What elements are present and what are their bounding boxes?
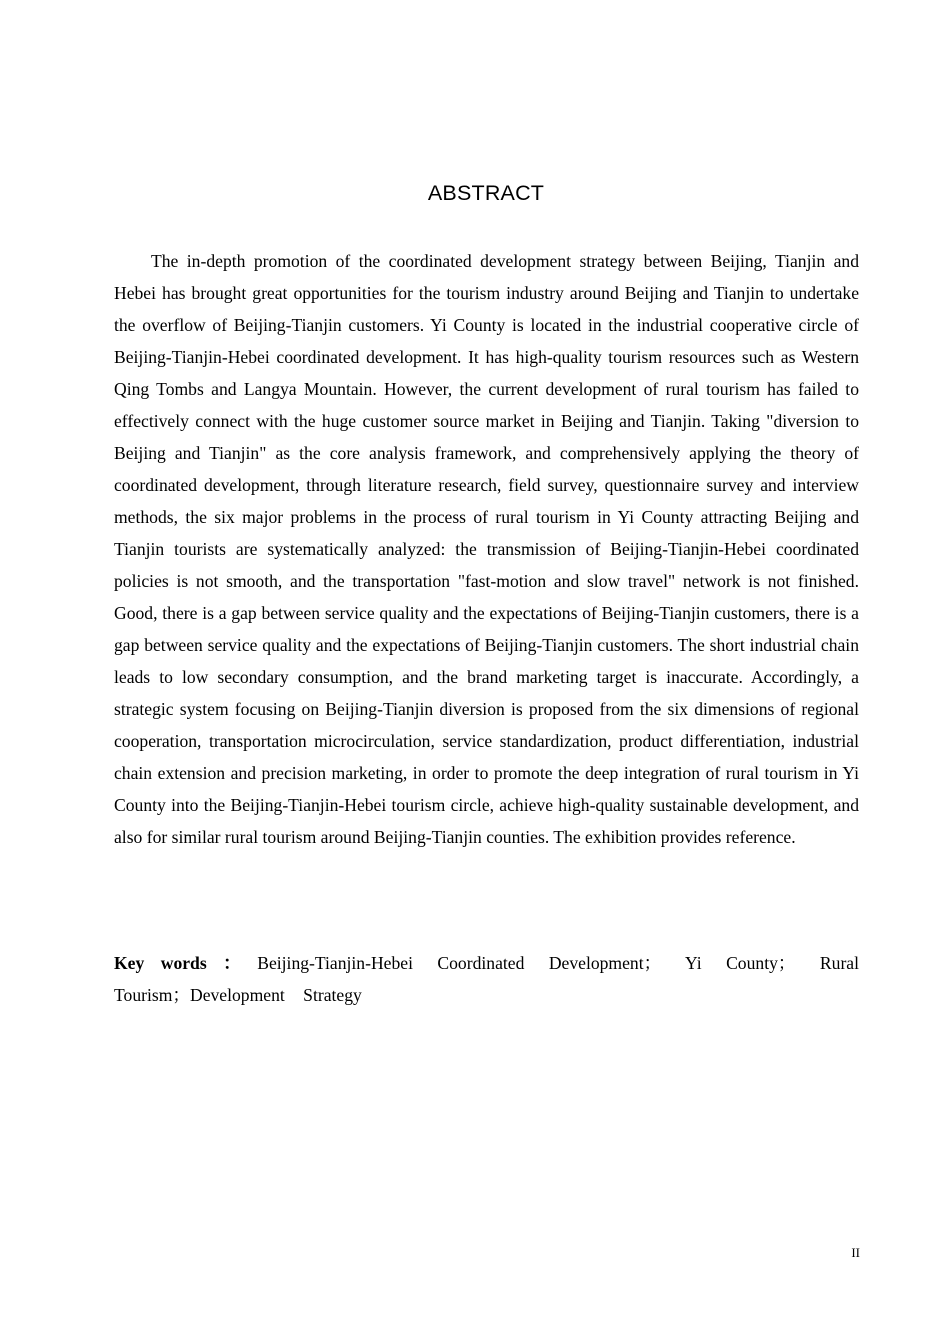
abstract-body: The in-depth promotion of the coordinated development strategy between Beijing, Tianjin and Hebei has brought great opportunities for the tourism industry around Beijing and Tianjin to undertake the overflow of Beijing-Tianjin customers. Yi County is located in the industrial cooperative circle of Beijing-Tianjin-Hebei coordinated development. It has high-quality tourism resources such as Western Qing Tombs and Langya Mountain. However, the current development of rural tourism has failed to effectively connect with the huge customer source market in Beijing and Tianjin. Taking "diversion to Beijing and Tianjin" as the core analysis framework, and comprehensively applying the theory of coordinated development, through literature research, field survey, questionnaire survey and interview methods, the six major problems in the process of rural tourism in Yi County attracting Beijing and Tianjin tourists are systematically analyzed: the transmission of Beijing-Tianjin-Hebei coordinated policies is not smooth, and the transportation "fast-motion and slow travel" network is not finished. Good, there is a gap between service quality and the expectations of Beijing-Tianjin customers, there is a gap between service quality and the expectations of Beijing-Tianjin customers. The short industrial chain leads to low secondary consumption, and the brand marketing target is inaccurate. Accordingly, a strategic system focusing on Beijing-Tianjin diversion is proposed from the six dimensions of regional cooperation, transportation microcirculation, service standardization, product differentiation, industrial chain extension and precision marketing, in order to promote the deep integration of rural tourism in Yi County into the Beijing-Tianjin-Hebei tourism circle, achieve high-quality sustainable development, and also for similar rural tourism around Beijing-Tianjin counties. The exhibition provides reference.	[114, 251, 859, 847]
keywords-label: Key words ：	[114, 953, 247, 973]
abstract-heading: ABSTRACT	[427, 181, 545, 205]
keywords-section	[114, 948, 859, 1011]
page-number: II	[851, 1245, 860, 1260]
keywords-terms: Beijing-Tianjin-Hebei Coordinated Development； Yi County； Rural Tourism；Development Strategy	[114, 953, 860, 1005]
